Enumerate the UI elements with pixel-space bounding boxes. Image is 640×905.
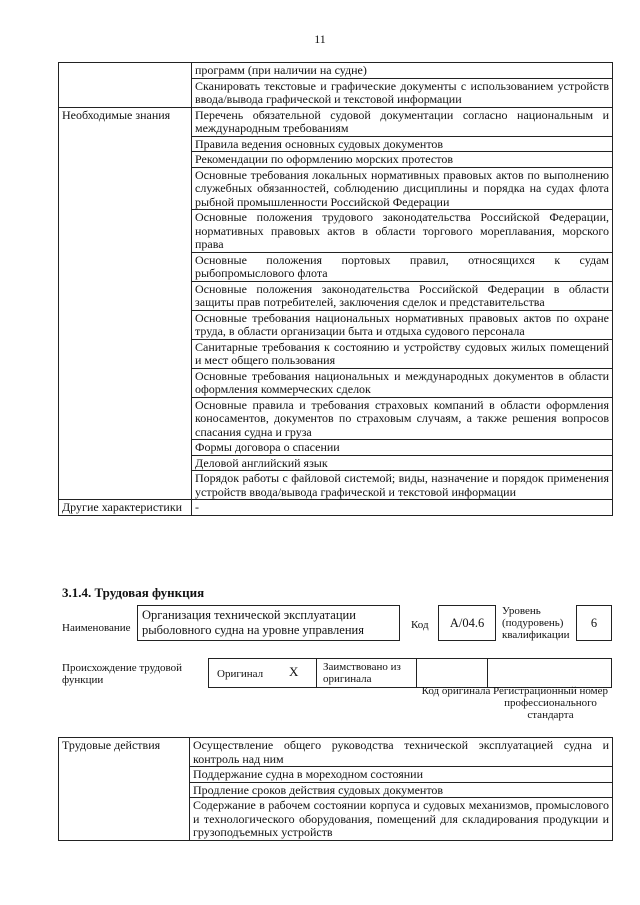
reg-caption: Регистрационный номер профессионального стандарта	[492, 685, 609, 721]
table-cell: Основные правила и требования страховых компаний в области оформления коносаментов, документов по страховым случаям, а также решения вопросов спасания судна и груза	[192, 397, 613, 440]
knowledge-label: Необходимые знания	[59, 107, 192, 500]
table-cell: Поддержание судна в мореходном состоянии	[190, 767, 613, 783]
table-cell: Продление сроков действия судовых документов	[190, 782, 613, 798]
table-cell: Основные требования локальных нормативных правовых актов по выполнению служебных обязанностей, соблюдению дисциплины и порядка на судах флота рыбной промышленности Российской Федерации	[192, 167, 613, 210]
borrowed-cell: Заимствовано из оригинала	[316, 658, 417, 688]
table-cell: Перечень обязательной судовой документации согласно национальным и международным требованиям	[192, 107, 613, 136]
level-value-box: 6	[576, 605, 612, 641]
actions-label: Трудовые действия	[59, 738, 190, 841]
function-heading: 3.1.4. Трудовая функция	[62, 585, 205, 600]
table-cell: Основные требования национальных нормативных правовых актов по охране труда, в области организации быта и отдыха судового персонала	[192, 310, 613, 339]
table-cell: Деловой английский язык	[192, 455, 613, 471]
table-cell: Порядок работы с файловой системой; виды, назначение и порядок применения устройств ввода/вывода графической и текстовой информации	[192, 471, 613, 500]
origin-label: Происхождение трудовой функции	[62, 662, 183, 686]
original-cell	[208, 658, 317, 688]
table-row	[59, 500, 613, 516]
empty-label-cell	[59, 63, 192, 108]
function-name-box: Организация технической эксплуатации рыболовного судна на уровне управления	[137, 605, 400, 641]
reg-number-cell	[487, 658, 612, 688]
knowledge-table	[58, 62, 613, 516]
other-value: -	[192, 500, 613, 516]
table-row	[59, 63, 613, 79]
table-cell: Основные положения трудового законодательства Российской Федерации, нормативных правовых актов в области торгового мореплавания, морского права	[192, 210, 613, 253]
original-mark: X	[289, 664, 299, 679]
table-cell: Содержание в рабочем состоянии корпуса и судовых механизмов, промыслового и технологического оборудования, помещений для складирования продукции и грузоподъемных устройств	[190, 798, 613, 841]
borrowed-code-cell	[416, 658, 488, 688]
original-label: Оригинал	[217, 668, 264, 680]
code-caption: Код оригинала	[421, 685, 491, 697]
table-cell: Рекомендации по оформлению морских протестов	[192, 152, 613, 168]
table-cell: программ (при наличии на судне)	[192, 63, 613, 79]
code-value-box: А/04.6	[438, 605, 496, 641]
table-cell: Основные положения законодательства Российской Федерации в области защиты прав потребителей, заключения сделок и представительства	[192, 281, 613, 310]
level-label: Уровень (подуровень) квалификации	[502, 605, 570, 641]
other-label: Другие характеристики	[59, 500, 192, 516]
table-cell: Формы договора о спасении	[192, 440, 613, 456]
table-row	[59, 107, 613, 136]
table-cell: Основные требования национальных и международных документов в области оформления коммерческих сделок	[192, 368, 613, 397]
table-cell: Правила ведения основных судовых документов	[192, 136, 613, 152]
table-cell: Осуществление общего руководства технической эксплуатацией судна и контроль над ним	[190, 738, 613, 767]
table-cell: Основные положения портовых правил, относящихся к судам рыбопромыслового флота	[192, 252, 613, 281]
table-cell: Сканировать текстовые и графические документы с использованием устройств ввода/вывода графической и текстовой информации	[192, 78, 613, 107]
code-label: Код	[411, 619, 429, 631]
page-number: 11	[314, 32, 326, 46]
actions-table	[58, 737, 613, 841]
table-row	[59, 738, 613, 767]
name-label: Наименование	[62, 622, 131, 634]
table-cell: Санитарные требования к состоянию и устройству судовых жилых помещений и мест общего пользования	[192, 339, 613, 368]
